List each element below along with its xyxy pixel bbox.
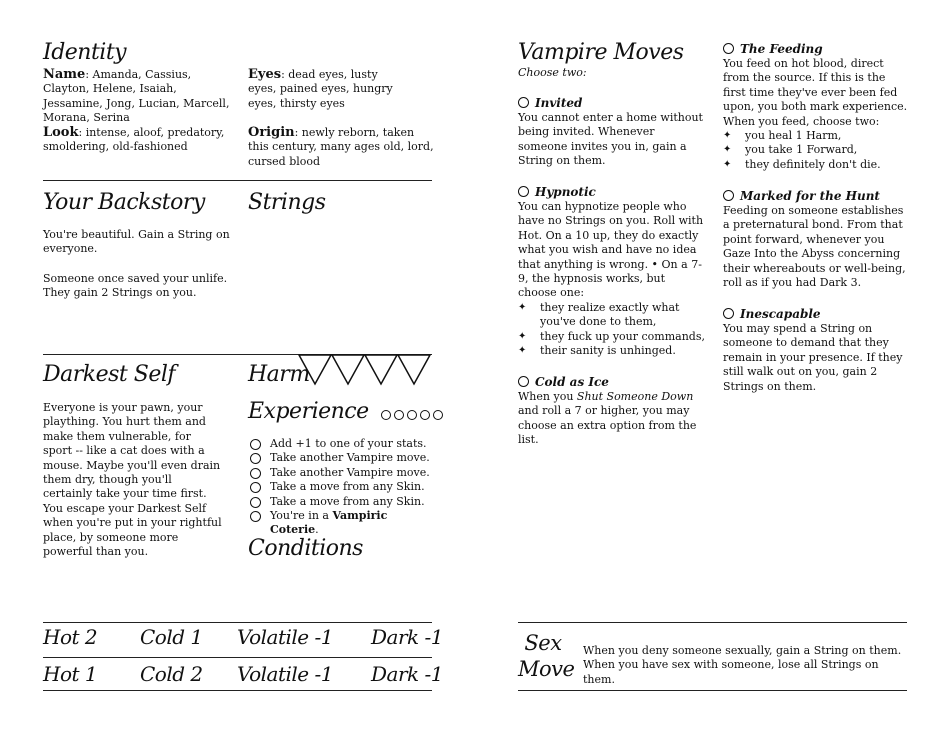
origin-block bbox=[248, 126, 438, 169]
look-text: : intense, aloof, predatory, smoldering, old-fashioned bbox=[43, 126, 225, 154]
sex-move-text: When you deny someone sexually, gain a String on them. When you have sex with someone, lose all Strings on them. bbox=[583, 644, 902, 686]
list-item: ✦ they definitely don't die. bbox=[723, 158, 913, 172]
experience-header bbox=[248, 399, 443, 425]
experience-box-3[interactable] bbox=[407, 410, 417, 420]
name-text: : Amanda, Cassius, Clayton, Helene, Isaiah, Jessamine, Jong, Lucian, Marcell, Morana, Serina bbox=[43, 68, 230, 125]
feeding-options bbox=[723, 129, 913, 172]
divider-stats-mid bbox=[43, 657, 432, 658]
backstory-line-2: Someone once saved your unlife. They gain 2 Strings on you. bbox=[43, 272, 228, 300]
stat-volatile[interactable]: Volatile -1 bbox=[237, 625, 333, 649]
move-invited-heading[interactable]: Invited bbox=[518, 96, 582, 111]
list-item: ✦ their sanity is unhinged. bbox=[518, 344, 708, 358]
experience-box-5[interactable] bbox=[433, 410, 443, 420]
eyes-label: Eyes bbox=[248, 67, 282, 82]
checkbox-icon[interactable] bbox=[723, 308, 734, 319]
list-item: ✦ you heal 1 Harm, bbox=[723, 129, 913, 143]
vampire-moves-subtitle: Choose two: bbox=[518, 66, 587, 79]
conditions-heading: Conditions bbox=[248, 536, 363, 561]
backstory-heading: Your Backstory bbox=[43, 190, 205, 215]
harm-box-2[interactable] bbox=[332, 355, 364, 384]
advancement-option: Take another Vampire move. bbox=[248, 451, 438, 465]
harm-box-1[interactable] bbox=[299, 355, 331, 384]
eyes-text: : dead eyes, lusty eyes, pained eyes, hungry eyes, thirsty eyes bbox=[248, 68, 393, 110]
list-item: ✦ they fuck up your commands, bbox=[518, 330, 708, 344]
stat-dark[interactable]: Dark -1 bbox=[371, 662, 443, 686]
sex-move-heading: Sex Move bbox=[518, 631, 575, 681]
eyes-block bbox=[248, 68, 408, 111]
advancement-option: Take a move from any Skin. bbox=[248, 480, 438, 494]
checkbox-icon[interactable] bbox=[250, 497, 261, 508]
identity-heading: Identity bbox=[43, 40, 127, 65]
move-cold-as-ice-text: When you Shut Someone Down and roll a 7 or higher, you may choose an extra option from the list. bbox=[518, 390, 697, 447]
move-inescapable-heading[interactable]: Inescapable bbox=[723, 307, 821, 322]
harm-track bbox=[298, 354, 432, 386]
darkest-self-heading: Darkest Self bbox=[43, 362, 176, 387]
move-marked-heading[interactable]: Marked for the Hunt bbox=[723, 189, 880, 204]
vampire-moves-heading: Vampire Moves bbox=[518, 40, 684, 65]
advancement-list bbox=[248, 437, 438, 538]
move-feeding-heading[interactable]: The Feeding bbox=[723, 42, 823, 57]
hypnotic-options bbox=[518, 301, 708, 359]
look-label: Look bbox=[43, 125, 79, 140]
stat-cold[interactable]: Cold 2 bbox=[140, 662, 203, 686]
move-invited-text: You cannot enter a home without being invited. Whenever someone invites you in, gain a String on them. bbox=[518, 111, 703, 168]
move-marked-text: Feeding on someone establishes a preternatural bond. From that point forward, whenever you Gaze Into the Abyss concerning their whereabouts or well-being, roll as if you had Dark 3. bbox=[723, 204, 906, 290]
stat-cold[interactable]: Cold 1 bbox=[140, 625, 203, 649]
experience-box-4[interactable] bbox=[420, 410, 430, 420]
move-cold-as-ice-heading[interactable]: Cold as Ice bbox=[518, 375, 609, 390]
move-feeding-text: You feed on hot blood, direct from the source. If this is the first time they've ever been fed upon, you both mark experience. When you feed, choose two: bbox=[723, 57, 908, 128]
advancement-option: Take another Vampire move. bbox=[248, 466, 438, 480]
checkbox-icon[interactable] bbox=[518, 97, 529, 108]
move-inescapable-text: You may spend a String on someone to demand that they remain in your presence. If they still walk out on you, gain 2 Strings on them. bbox=[723, 322, 903, 393]
advancement-option: Take a move from any Skin. bbox=[248, 495, 438, 509]
checkbox-icon[interactable] bbox=[723, 43, 734, 54]
advancement-option: You're in a Vampiric Coterie. bbox=[248, 509, 438, 538]
move-hypnotic-text: You can hypnotize people who have no Strings on you. Roll with Hot. On a 10 up, they do exactly what you wish and have no idea that anything is wrong. • On a 7-9, the hypnosis works, but choose one: bbox=[518, 200, 704, 300]
divider-stats-top bbox=[43, 622, 432, 623]
look-block bbox=[43, 126, 233, 155]
checkbox-icon[interactable] bbox=[250, 511, 261, 522]
list-item: ✦ they realize exactly what you've done to them, bbox=[518, 301, 708, 330]
experience-heading: Experience bbox=[248, 399, 369, 424]
experience-track bbox=[378, 408, 443, 421]
darkest-self-text: Everyone is your pawn, your plaything. You hurt them and make them vulnerable, for sport -- like a cat does with a mouse. Maybe you'll even drain them dry, though you'll certainly take your time first. You escape your Darkest Self when you're put in your rightful place, by someone more powerful than you. bbox=[43, 401, 222, 559]
checkbox-icon[interactable] bbox=[518, 186, 529, 197]
divider-sex-move-bottom bbox=[518, 690, 907, 691]
checkbox-icon[interactable] bbox=[250, 468, 261, 479]
name-block bbox=[43, 68, 233, 126]
stat-volatile[interactable]: Volatile -1 bbox=[237, 662, 333, 686]
backstory-line-1: You're beautiful. Gain a String on everyone. bbox=[43, 228, 230, 256]
harm-heading: Harm bbox=[248, 362, 310, 387]
name-label: Name bbox=[43, 67, 86, 82]
origin-text: : newly reborn, taken this century, many ages old, lord, cursed blood bbox=[248, 126, 434, 168]
divider-sex-move-top bbox=[518, 622, 907, 623]
checkbox-icon[interactable] bbox=[250, 482, 261, 493]
origin-label: Origin bbox=[248, 125, 295, 140]
checkbox-icon[interactable] bbox=[518, 376, 529, 387]
list-item: ✦ you take 1 Forward, bbox=[723, 143, 913, 157]
experience-box-1[interactable] bbox=[381, 410, 391, 420]
move-hypnotic-heading[interactable]: Hypnotic bbox=[518, 185, 596, 200]
harm-box-3[interactable] bbox=[365, 355, 397, 384]
checkbox-icon[interactable] bbox=[250, 439, 261, 450]
stat-dark[interactable]: Dark -1 bbox=[371, 625, 443, 649]
stat-hot[interactable]: Hot 2 bbox=[43, 625, 98, 649]
advancement-option: Add +1 to one of your stats. bbox=[248, 437, 438, 451]
checkbox-icon[interactable] bbox=[250, 453, 261, 464]
divider-identity bbox=[43, 180, 432, 181]
harm-box-4[interactable] bbox=[398, 355, 430, 384]
strings-heading: Strings bbox=[248, 190, 326, 215]
experience-box-2[interactable] bbox=[394, 410, 404, 420]
checkbox-icon[interactable] bbox=[723, 190, 734, 201]
stat-hot[interactable]: Hot 1 bbox=[43, 662, 98, 686]
divider-stats-bottom bbox=[43, 690, 432, 691]
